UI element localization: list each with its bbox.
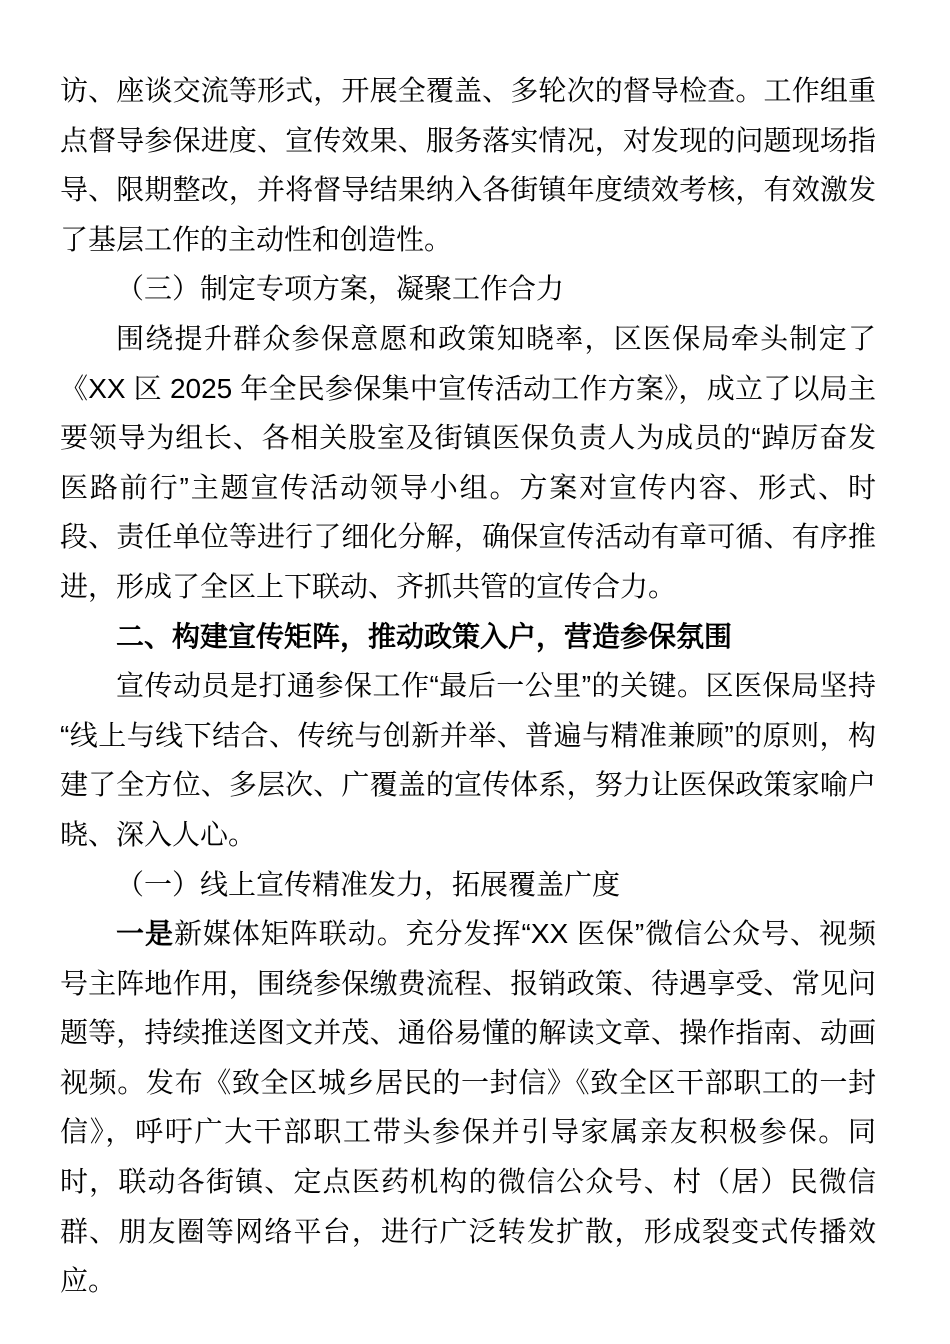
text-run: 一是 xyxy=(116,918,174,950)
text-run: 二、构建宣传矩阵，推动政策入户，营造参保氛围 xyxy=(116,620,733,652)
text-run: 新媒体矩阵联动。充分发挥“XX 医保”微信公众号、视频号主阵地作用，围绕参保缴费流程、报销政策、待遇享受、常见问题等，持续推送图文并茂、通俗易懂的解读文章、操作指南、动画视频。发布《致全区城乡居民的一封信》《致全区干部职工的一封信》，呼吁广大干部职工带头参保并引导家属亲友积极参保。同时，联动各街镇、定点医药机构的微信公众号、村（居）民微信群、朋友圈等网络平台，进行广泛转发扩散，形成裂变式传播效应。 xyxy=(60,918,876,1297)
para-new-media-matrix xyxy=(60,909,876,1306)
document-body xyxy=(60,66,876,1306)
text-run: 访、座谈交流等形式，开展全覆盖、多轮次的督导检查。工作组重点督导参保进度、宣传效果、服务落实情况，对发现的问题现场指导、限期整改，并将督导结果纳入各街镇年度绩效考核，有效激发了基层工作的主动性和创造性。 xyxy=(60,75,876,255)
heading-part-two xyxy=(60,612,876,662)
para-publicity-principle xyxy=(60,661,876,859)
para-supervision-continuation xyxy=(60,66,876,264)
heading-section-three xyxy=(60,264,876,314)
text-run: 围绕提升群众参保意愿和政策知晓率，区医保局牵头制定了《XX 区 2025 年全民参保集中宣传活动工作方案》，成立了以局主要领导为组长、各相关股室及街镇医保负责人为成员的“踔厉奋发医路前行”主题宣传活动领导小组。方案对宣传内容、形式、时段、责任单位等进行了细化分解，确保宣传活动有章可循、有序推进，形成了全区上下联动、齐抓共管的宣传合力。 xyxy=(60,322,876,602)
text-run: （一）线上宣传精准发力，拓展覆盖广度 xyxy=(116,868,621,900)
text-run: （三）制定专项方案，凝聚工作合力 xyxy=(116,273,565,305)
para-special-plan xyxy=(60,314,876,612)
text-run: 宣传动员是打通参保工作“最后一公里”的关键。区医保局坚持“线上与线下结合、传统与创新并举、普遍与精准兼顾”的原则，构建了全方位、多层次、广覆盖的宣传体系，努力让医保政策家喻户晓、深入人心。 xyxy=(60,670,876,850)
heading-section-one xyxy=(60,860,876,910)
